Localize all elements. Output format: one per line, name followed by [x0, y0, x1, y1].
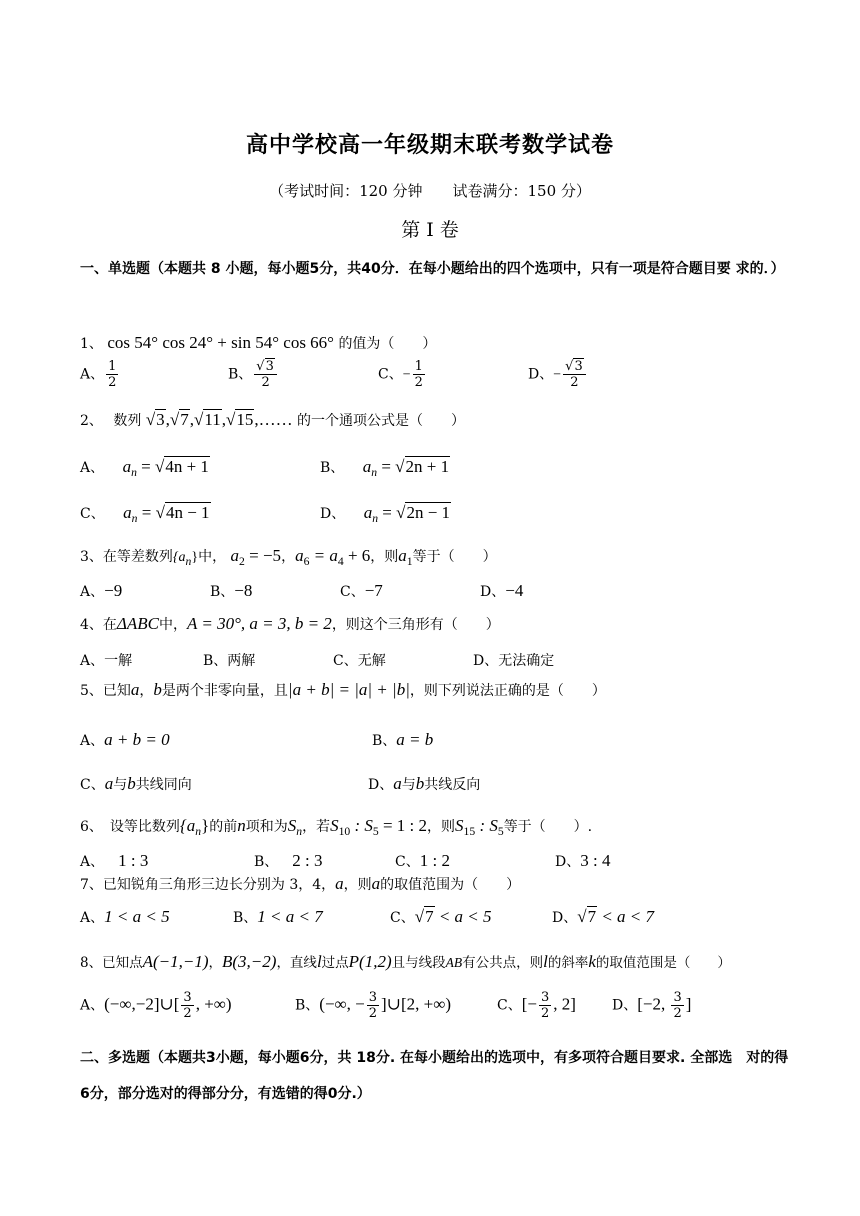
question-1-option-a[interactable]: A、 $\frac{1}{2}$	[80, 359, 117, 390]
section-1-heading: 一、单选题（本题共 8 小题，每小题5分，共40分．在每小题给出的四个选项中，只有一项是符合题目要 求的．）	[80, 261, 785, 277]
question-7-option-d[interactable]: D、√7 < a < 7	[552, 907, 655, 926]
question-6-option-b[interactable]: B、 2 : 3	[254, 851, 323, 870]
volume-label: 第 I 卷	[401, 219, 459, 241]
question-6-option-a[interactable]: A、 1 : 3	[80, 851, 149, 870]
question-2-option-d[interactable]: D、 $a_n = √2n - 1$	[320, 503, 451, 525]
question-5-option-a[interactable]: A、a + b = 0	[80, 730, 170, 749]
question-7-option-c[interactable]: C、√7 < a < 5	[390, 907, 492, 926]
question-7-option-a[interactable]: A、1 < a < 5	[80, 907, 170, 926]
question-5-option-b[interactable]: B、a = b	[372, 730, 434, 749]
question-7-option-b[interactable]: B、1 < a < 7	[233, 907, 323, 926]
exam-title: 高中学校高一年级期末联考数学试卷	[245, 133, 614, 158]
question-5: 5、已知a，b是两个非零向量，且|a + b| = |a| + |b|，则下列说法正确的是（ ）	[80, 680, 606, 699]
question-3-option-b[interactable]: B、−8	[210, 581, 253, 600]
question-8-option-b[interactable]: B、(−∞, − $\frac{3}{2}$ ]∪[2, +∞)	[295, 990, 451, 1021]
question-2-option-c[interactable]: C、 $a_n = √4n - 1$	[80, 503, 210, 525]
question-4: 4、在ΔABC中，A = 30°, a = 3, b = 2，则这个三角形有（ ）	[80, 614, 500, 633]
question-8-option-c[interactable]: C、[− $\frac{3}{2}$ , 2]	[497, 990, 576, 1021]
question-4-option-c[interactable]: C、无解	[333, 653, 386, 669]
question-2-option-b[interactable]: B、 $a_n = √2n + 1$	[320, 457, 450, 479]
question-8-option-a[interactable]: A、(−∞,−2]∪[ $\frac{3}{2}$ , +∞)	[80, 990, 232, 1021]
question-3-option-a[interactable]: A、−9	[80, 581, 123, 600]
question-3: 3、在等差数列$\{a_n\}$中， $a_2 = -5$，$a_6 = a_4 + 6$，则$a_1$等于（ ）	[80, 546, 497, 568]
question-4-option-b[interactable]: B、两解	[203, 653, 256, 669]
question-1-option-c[interactable]: C、− $\frac{1}{2}$	[378, 359, 423, 390]
section-2-heading: 二、多选题（本题共3小题，每小题6分，共 18分. 在每小题给出的选项中，有多项符合题目要求. 全部选 对的得 6分，部分选对的得部分分，有选错的得0分.）	[80, 1050, 789, 1102]
question-4-option-a[interactable]: A、一解	[80, 653, 133, 669]
question-2-option-a[interactable]: A、 $a_n = √4n + 1$	[80, 457, 209, 479]
question-3-option-d[interactable]: D、−4	[480, 581, 524, 600]
question-8: 8、已知点A(−1,−1)，B(3,−2)，直线l过点P(1,2)且与线段AB有公共点，则l的斜率k的取值范围是（ ）	[80, 952, 731, 971]
question-1-option-d[interactable]: D、− $\frac{√3}{2}$	[528, 359, 588, 390]
exam-subtitle: （考试时间：120 分钟 试卷满分：150 分）	[269, 182, 591, 200]
question-6-option-c[interactable]: C、1 : 2	[395, 851, 450, 870]
question-1-option-b[interactable]: B、 $\frac{√3}{2}$	[228, 359, 279, 390]
question-2: 2、 数列 √3,√7,√11,√15,…… 的一个通项公式是（ ）	[80, 410, 466, 429]
question-5-option-d[interactable]: D、a与b共线反向	[368, 774, 481, 793]
question-2-sequence: √3,√7,√11,√15,……	[145, 410, 293, 429]
question-4-option-d[interactable]: D、无法确定	[473, 653, 555, 669]
question-6-option-d[interactable]: D、3 : 4	[555, 851, 611, 870]
question-5-option-c[interactable]: C、a与b共线同向	[80, 774, 192, 793]
question-7: 7、已知锐角三角形三边长分别为 3，4，a，则a的取值范围为（ ）	[80, 874, 521, 893]
question-3-option-c[interactable]: C、−7	[340, 581, 383, 600]
question-1-expression: cos 54° cos 24° + sin 54° cos 66°	[107, 333, 334, 352]
question-6: 6、 设等比数列$\{a_n\}$的前n项和为$S_n$，若$S_{10}$ : $S_5 = 1$ : 2，则$S_{15}$ : $S_5$等于（ ）.	[80, 816, 593, 838]
question-1: 1、 cos 54° cos 24° + sin 54° cos 66° 的值为（ ）	[80, 333, 437, 352]
question-8-option-d[interactable]: D、[−2, $\frac{3}{2}$ ]	[612, 990, 692, 1021]
